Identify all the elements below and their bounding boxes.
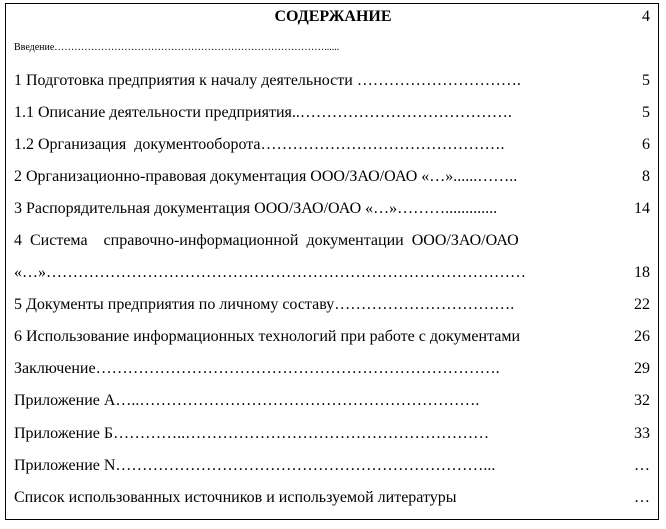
toc-entry-text: Приложение N……………………………………………………………... [14,457,496,474]
toc-entry-text: 5 Документы предприятия по личному составу……………………………. [14,296,515,313]
toc-entry-page: … [634,489,650,506]
toc-entry-text: Приложение А…..………………………………………………………. [14,392,480,409]
toc-entry-text: 1.2 Организация документооборота………………………………………. [14,136,505,153]
toc-entry-text: 1 Подготовка предприятия к началу деятельности …………………………. [14,72,521,89]
toc-entry-text: Заключение…………………………………………………………………. [14,360,500,377]
toc-entry-page: 26 [634,328,650,345]
toc-title-page-number: 4 [642,8,650,25]
toc-entry-page: 8 [642,168,650,185]
toc-entry-text: Список использованных источников и используемой литературы [14,489,457,506]
toc-entry-page: 33 [634,425,650,442]
toc-entry-page: 32 [634,392,650,409]
toc-entry-text: 4 Система справочно-информационной документации ООО/ЗАО/ОАО [14,232,519,249]
toc-title: СОДЕРЖАНИЕ [274,8,392,25]
toc-entry-text: Введение………………………………………………………………………...... [14,42,340,53]
toc-entry-text: 6 Использование информационных технологий при работе с документами [14,328,521,345]
toc-entry-page: 6 [642,136,650,153]
toc-entry-page: 5 [642,72,650,89]
toc-entry-text: Приложение Б…………..………………………………………………… [14,425,490,442]
toc-entry-page: 29 [634,360,650,377]
toc-entry-page: 22 [634,296,650,313]
toc-entry-text: «…»……………………………………………………………………………… [14,264,526,281]
toc-entry-page: 5 [642,104,650,121]
toc-entry-page: … [634,457,650,474]
toc-entry-text: 1.1 Описание деятельности предприятия..…………………………………. [14,104,512,121]
toc-entry-page: 18 [634,264,650,281]
toc-entry-text: 3 Распорядительная документация ООО/ЗАО/ОАО «…»………............. [14,200,498,217]
toc-entry-page: 14 [634,200,650,217]
toc-entry-text: 2 Организационно-правовая документация ООО/ЗАО/ОАО «…»......…….. [14,168,518,185]
